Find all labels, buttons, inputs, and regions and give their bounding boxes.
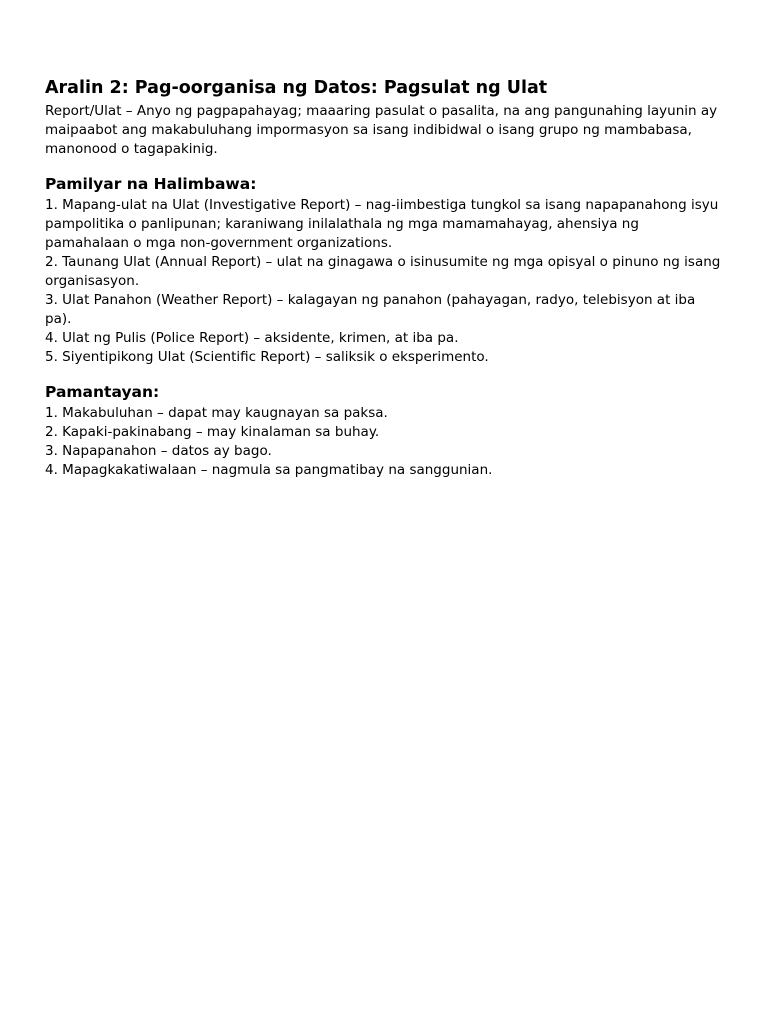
- list-item: 1. Mapang-ulat na Ulat (Investigative Report) – nag-iimbestiga tungkol sa isang napapanahong isyu pampolitika o panlipunan; karaniwang inilalathala ng mga mamamahayag, ahensiya ng pamahalaan o mga non-government organizations.: [45, 197, 719, 251]
- examples-heading: Pamilyar na Halimbawa:: [45, 175, 257, 193]
- intro-paragraph: Report/Ulat – Anyo ng pagpapahayag; maaaring pasulat o pasalita, na ang pangunahing layunin ay maipaabot ang makabuluhang impormasyon sa isang indibidwal o isang grupo ng mambabasa, manonood o tagapakinig.: [45, 103, 718, 157]
- document-page: [45, 77, 725, 480]
- list-item: 4. Mapagkakatiwalaan – nagmula sa pangmatibay na sanggunian.: [45, 462, 493, 478]
- standards-list: [45, 404, 725, 480]
- page-title: Aralin 2: Pag-oorganisa ng Datos: Pagsulat ng Ulat: [45, 78, 548, 98]
- list-item: 2. Taunang Ulat (Annual Report) – ulat na ginagawa o isinusumite ng mga opisyal o pinuno ng isang organisasyon.: [45, 254, 721, 289]
- list-item: 4. Ulat ng Pulis (Police Report) – aksidente, krimen, at iba pa.: [45, 330, 459, 346]
- list-item: 3. Napapanahon – datos ay bago.: [45, 443, 272, 459]
- list-item: 2. Kapaki-pakinabang – may kinalaman sa buhay.: [45, 424, 380, 440]
- list-item: 5. Siyentipikong Ulat (Scientific Report) – saliksik o eksperimento.: [45, 349, 489, 365]
- standards-heading: Pamantayan:: [45, 383, 160, 401]
- examples-list: [45, 196, 725, 367]
- list-item: 3. Ulat Panahon (Weather Report) – kalagayan ng panahon (pahayagan, radyo, telebisyon at iba pa).: [45, 292, 696, 327]
- list-item: 1. Makabuluhan – dapat may kaugnayan sa paksa.: [45, 405, 388, 421]
